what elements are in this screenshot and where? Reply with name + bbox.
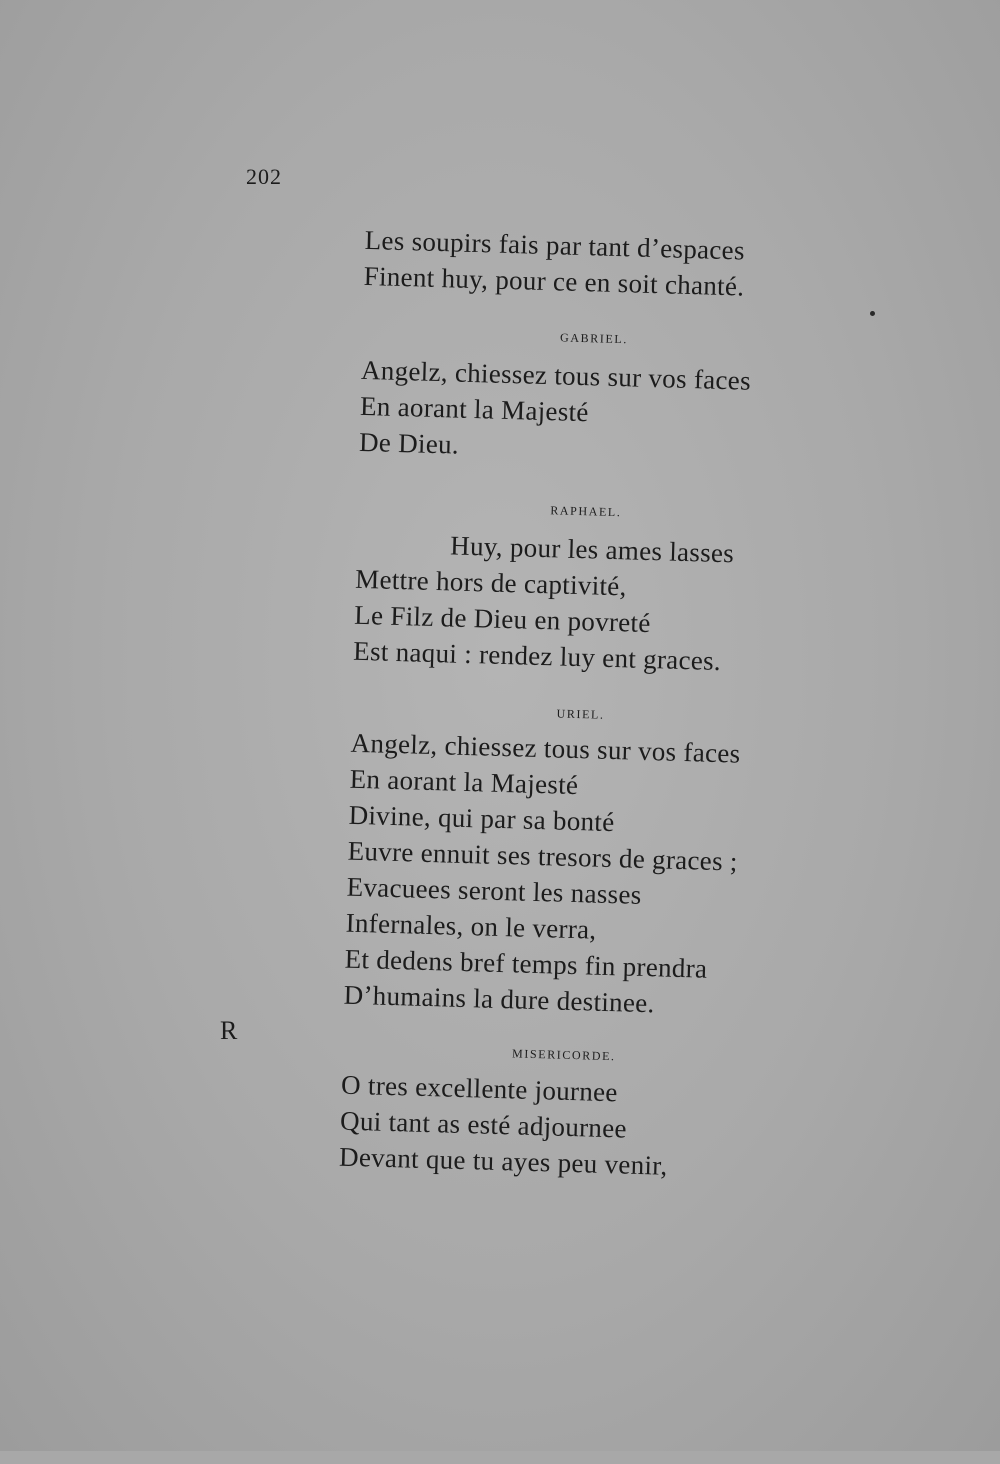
verse-line: Divine, qui par sa bonté: [348, 799, 615, 838]
speaker-gabriel: GABRIEL.: [559, 330, 629, 347]
verse-line: En aorant la Majesté: [349, 763, 579, 801]
verse-line: Les soupirs fais par tant d’espaces: [364, 224, 746, 266]
verse-line: Evacuees seront les nasses: [346, 871, 642, 910]
verse-line: Finent huy, pour ce en soit chanté.: [363, 260, 745, 302]
verse-line: O tres excellente journee: [340, 1069, 619, 1108]
page-number: 202: [246, 164, 282, 189]
verse-line: Infernales, on le verra,: [345, 907, 597, 945]
speaker-raphael: RAPHAEL.: [550, 503, 622, 520]
verse-line: Angelz, chiessez tous sur vos faces: [350, 727, 741, 769]
verse-line: Et dedens bref temps fin prendra: [344, 943, 708, 984]
verse-line: Le Filz de Dieu en povreté: [353, 599, 652, 639]
verse-line: De Dieu.: [358, 426, 460, 460]
speaker-uriel: URIEL.: [556, 706, 605, 722]
verse-line: D’humains la dure destinee.: [343, 979, 656, 1019]
verse-line: En aorant la Majesté: [359, 390, 590, 428]
verse-line: Angelz, chiessez tous sur vos faces: [360, 354, 752, 396]
verse-line: Huy, pour les ames lasses: [449, 530, 735, 569]
speaker-misericorde: MISERICORDE.: [511, 1046, 616, 1064]
verse-line: Mettre hors de captivité,: [354, 563, 628, 602]
verse-line: Qui tant as esté adjournee: [339, 1105, 628, 1144]
verse-line: Est naqui : rendez luy ent graces.: [352, 635, 722, 677]
margin-mark: R: [220, 1016, 238, 1045]
verse-line: Euvre ennuit ses tresors de graces ;: [347, 835, 739, 877]
verse-line: Devant que tu ayes peu venir,: [338, 1141, 668, 1181]
